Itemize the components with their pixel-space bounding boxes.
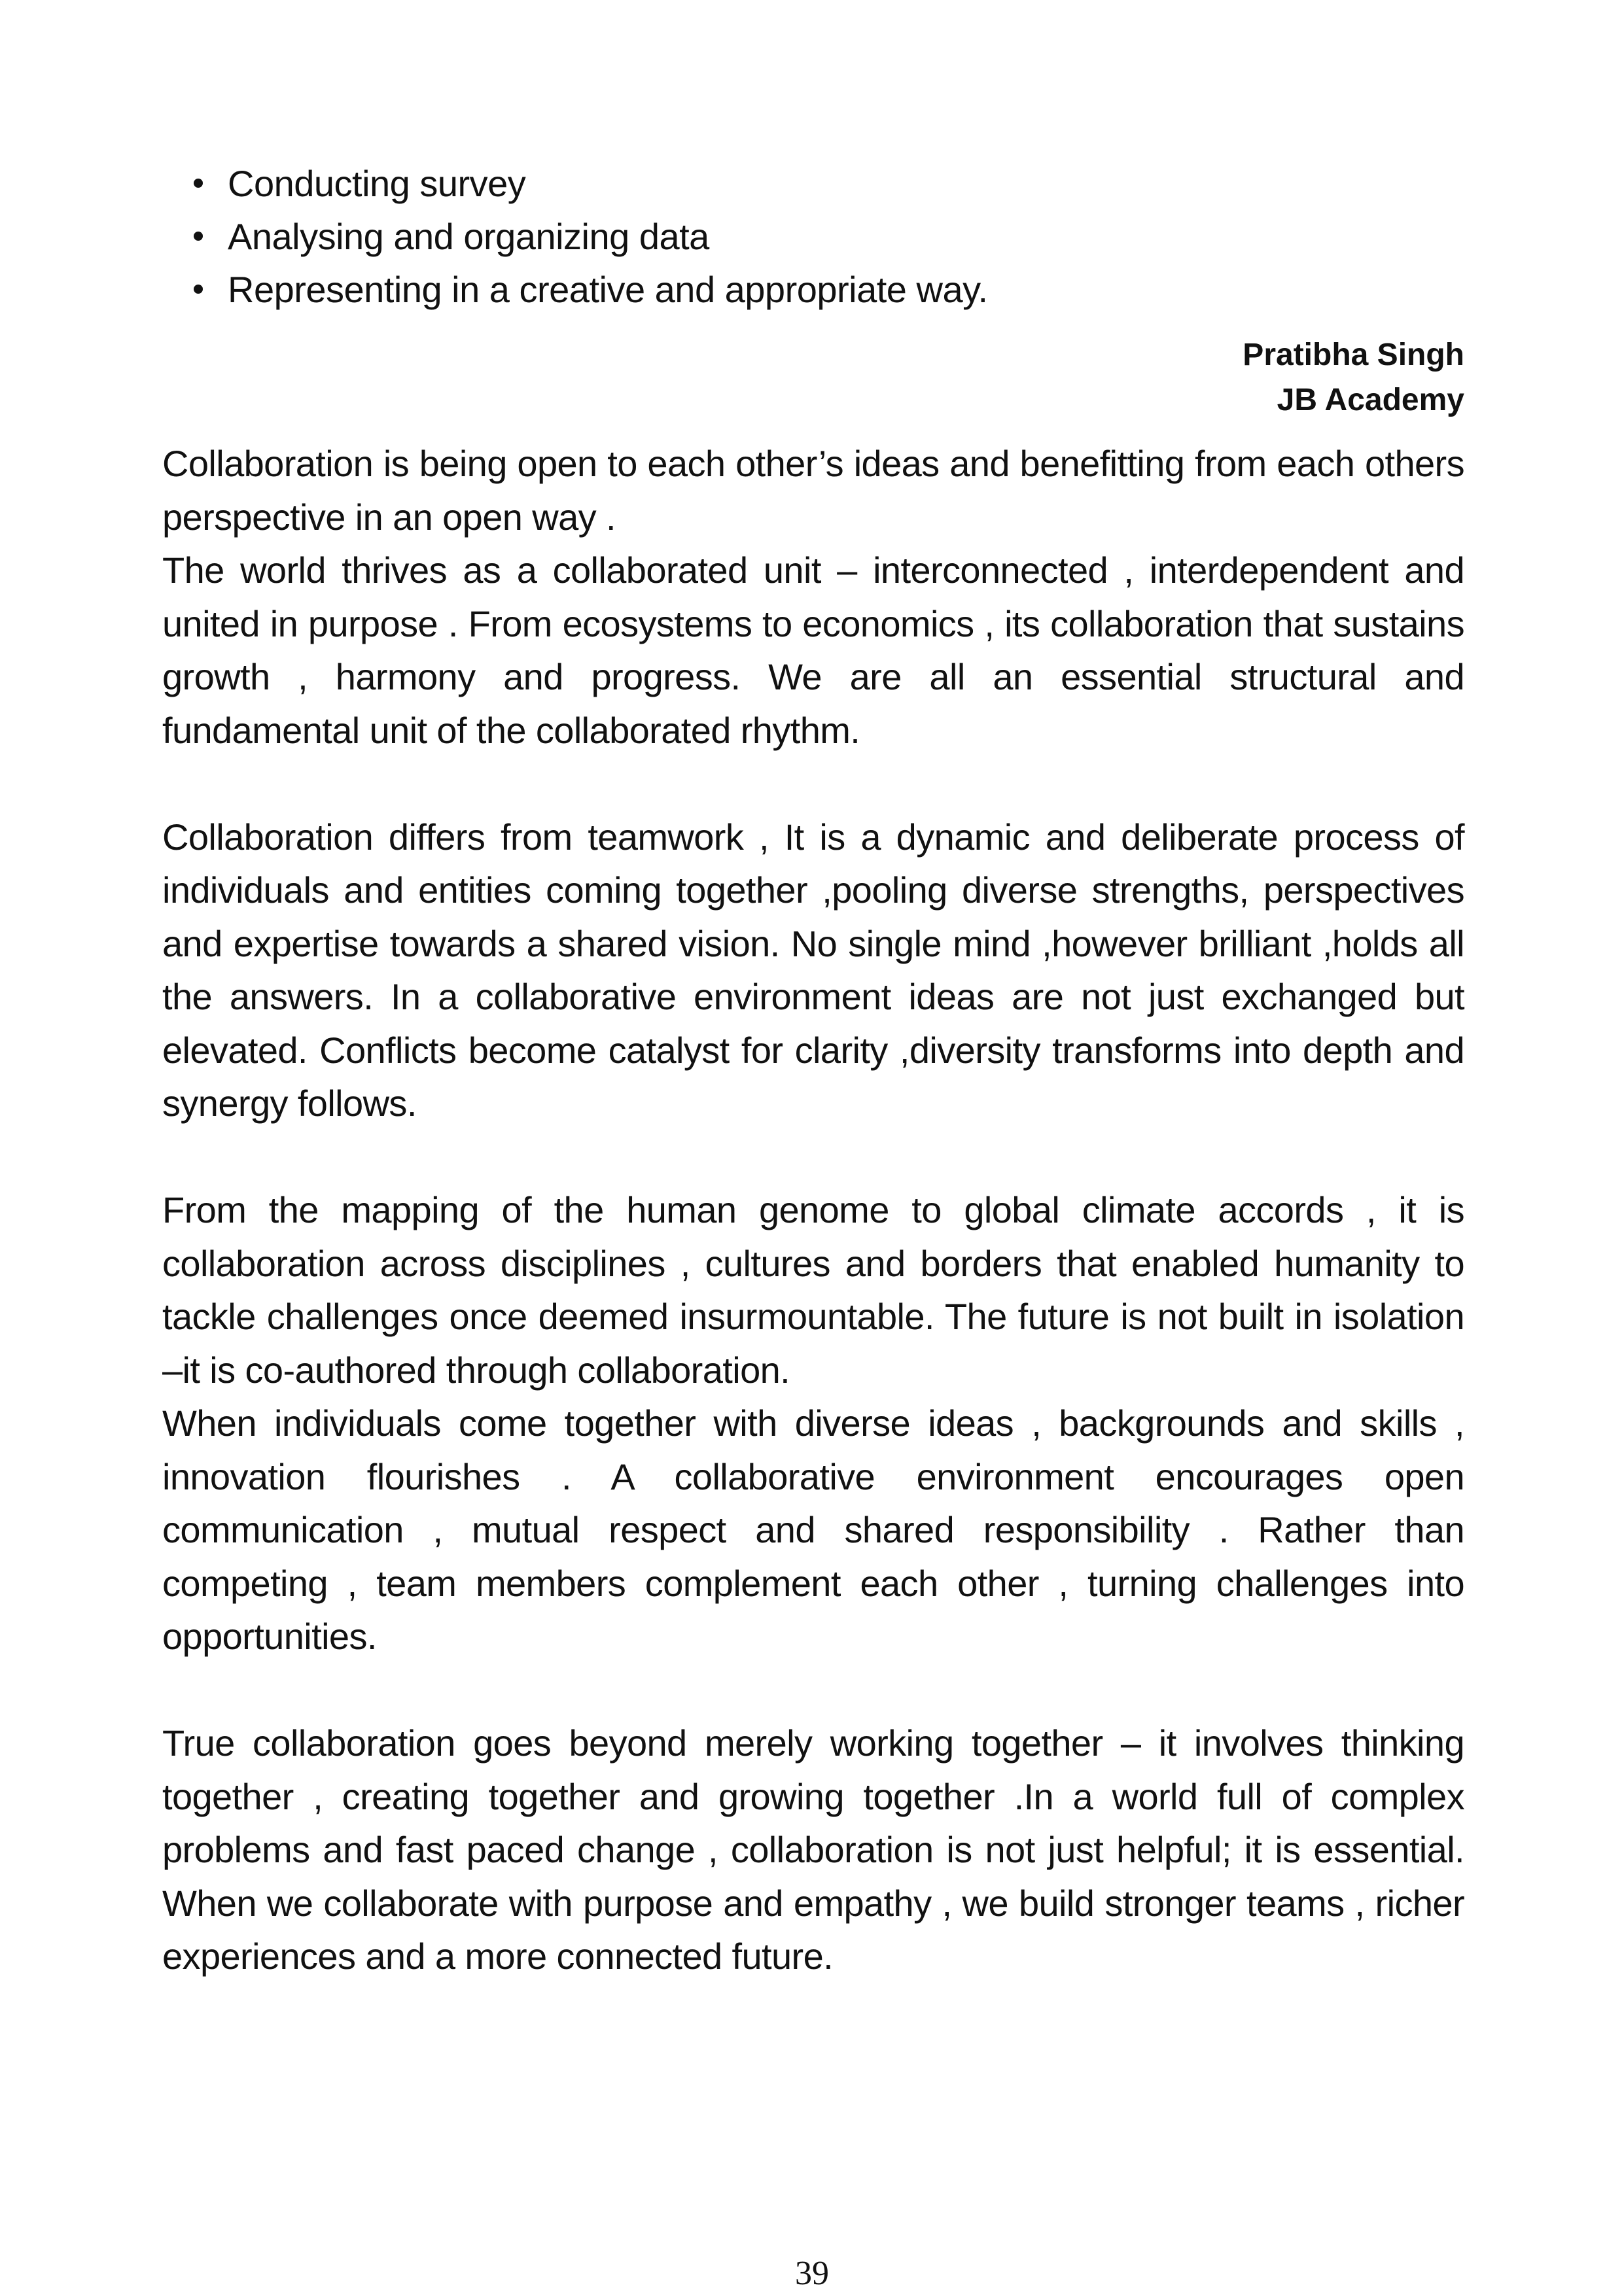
author-signature [1243,332,1464,423]
paragraph: True collaboration goes beyond merely working together – it involves thinking together , creating together and growing together .In a world full of complex problems and fast paced change , collaboration is not just helpful; it is essential. When we collaborate with purpose and empathy , we build stronger teams , richer experiences and a more connected future. [162,1722,1464,1977]
author-name: Pratibha Singh [1243,338,1464,372]
bullet-item [228,157,988,210]
bullet-text: Conducting survey [228,163,526,204]
bullet-dot-icon [194,285,203,294]
bullet-dot-icon [194,232,203,241]
paragraph: From the mapping of the human genome to global climate accords , it is collaboration across disciplines , cultures and borders that enabled humanity to tackle challenges once deemed insurmountable. The future is not built in isolation –it is co-authored through collaboration. [162,1189,1464,1391]
article-body [162,437,1464,1983]
bullet-list [162,157,988,316]
bullet-item [228,263,988,316]
author-school: JB Academy [1277,383,1464,417]
bullet-dot-icon [194,179,203,188]
page-number: 39 [795,2255,829,2292]
paragraph: The world thrives as a collaborated unit – interconnected , interdependent and united in purpose . From ecosystems to economics , its collaboration that sustains growth , harmony and progress. We are all an essential structural and fundamental unit of the collaborated rhythm. [162,549,1464,751]
bullet-text: Representing in a creative and appropriate way. [228,269,988,310]
paragraph: Collaboration differs from teamwork , It is a dynamic and deliberate process of individuals and entities coming together ,pooling diverse strengths, perspectives and expertise towards a shared vision. No single mind ,however brilliant ,holds all the answers. In a collaborative environment ideas are not just exchanged but elevated. Conflicts become catalyst for clarity ,diversity transforms into depth and synergy follows. [162,816,1464,1124]
bullet-text: Analysing and organizing data [228,216,709,257]
paragraph: When individuals come together with diverse ideas , backgrounds and skills , innovation flourishes . A collaborative environment encourages open communication , mutual respect and shared responsibility . Rather than competing , team members complement each other , turning challenges into opportunities. [162,1402,1464,1657]
paragraph: Collaboration is being open to each other’s ideas and benefitting from each others perspective in an open way . [162,443,1464,538]
bullet-item [228,210,988,263]
